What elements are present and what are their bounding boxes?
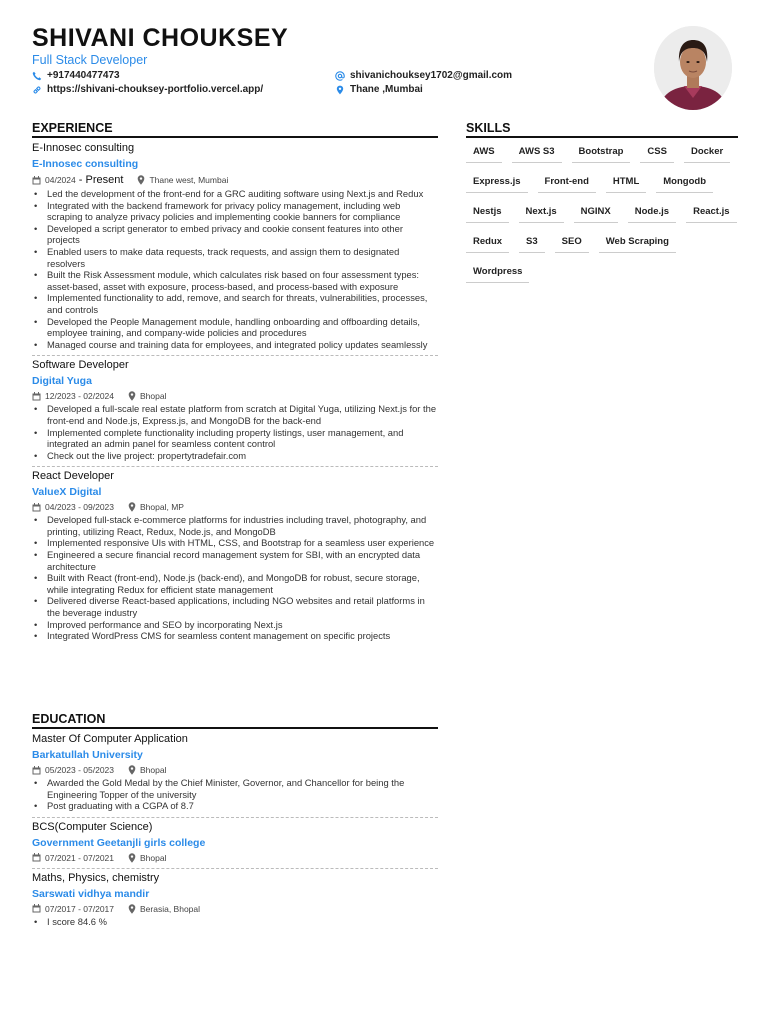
calendar-icon	[32, 503, 41, 512]
job-meta	[32, 174, 438, 186]
calendar-icon	[32, 766, 41, 775]
skills-rule	[466, 136, 738, 138]
school-name: Barkatullah University	[32, 749, 143, 761]
bullet-item: • Improved performance and SEO by incorporating Next.js	[32, 619, 438, 631]
skill-tag: Wordpress	[466, 262, 529, 283]
location-pin-icon	[137, 175, 145, 185]
location-pin-icon	[128, 853, 136, 863]
location-pin-icon	[128, 904, 136, 914]
phone-text: +917440477473	[47, 70, 120, 81]
education-meta	[32, 853, 438, 863]
location-text: Thane ,Mumbai	[350, 84, 423, 95]
calendar-icon	[32, 392, 41, 401]
bullet-item: • Engineered a secure financial record management system for SBI, with an encrypted data architecture	[32, 549, 438, 572]
skill-tag: Express.js	[466, 172, 528, 193]
calendar-icon	[32, 853, 41, 862]
skill-tag: Nestjs	[466, 202, 509, 223]
education-entry	[32, 872, 438, 928]
experience-entry	[32, 359, 438, 461]
skill-tag: Web Scraping	[599, 232, 676, 253]
entry-divider	[32, 868, 438, 869]
job-dates	[32, 174, 123, 186]
bullet-item: • Managed course and training data for employees, and integrated policy updates seamlessly	[32, 339, 438, 351]
job-location: Thane west, Mumbai	[137, 175, 228, 185]
skill-tag: S3	[519, 232, 545, 253]
degree-name: Maths, Physics, chemistry	[32, 871, 160, 884]
education-meta	[32, 904, 438, 914]
job-dates: 04/2023 - 09/2023	[32, 502, 114, 512]
portfolio-contact[interactable]	[32, 84, 263, 95]
skill-tag: Mongodb	[656, 172, 713, 193]
skill-tag: NGINX	[574, 202, 618, 223]
bullet-item: • Implemented responsive UIs with HTML, CSS, and Bootstrap for a seamless user experience	[32, 537, 438, 549]
job-title: Software Developer	[32, 359, 129, 372]
bullet-item: • Developed the People Management module, handling onboarding and offboarding details, employee training, and company-wide policies and procedures	[32, 316, 438, 339]
entry-divider	[32, 817, 438, 818]
education-location: Bhopal	[128, 853, 166, 863]
skill-tag: React.js	[686, 202, 736, 223]
date-end: Present	[85, 174, 124, 186]
job-location: Bhopal, MP	[128, 502, 184, 512]
skills-list	[466, 142, 738, 283]
bullet-item: • Developed a script generator to embed privacy and cookie consent features into other projects	[32, 223, 438, 246]
bullet-item: • Check out the live project: propertytradefair.com	[32, 450, 438, 462]
bullet-item: • Led the development of the front-end for a GRC auditing software using Next.js and Redux	[32, 188, 438, 200]
skill-tag: SEO	[555, 232, 589, 253]
job-bullets	[32, 403, 438, 461]
skill-tag: Next.js	[519, 202, 564, 223]
bullet-item: • Developed a full-scale real estate platform from scratch at Digital Yuga, utilizing Next.js for the front-end and Node.js, Express.js, and MongoDB for the back-end	[32, 403, 438, 426]
entry-divider	[32, 466, 438, 467]
degree-name: Master Of Computer Application	[32, 733, 188, 745]
phone-contact	[32, 70, 120, 81]
candidate-name: SHIVANI CHOUKSEY	[32, 24, 289, 52]
location-pin-icon	[128, 765, 136, 775]
skill-tag: HTML	[606, 172, 646, 193]
bullet-item: • Implemented complete functionality including property listings, user management, and integrated an admin panel for seamless content control	[32, 427, 438, 450]
school-name: Government Geetanjli girls college	[32, 836, 206, 849]
bullet-item: • Delivered diverse React-based applications, including NGO websites and retail platforms in the beverage industry	[32, 595, 438, 618]
bullet-item: • I score 84.6 %	[32, 916, 438, 928]
education-entry	[32, 821, 438, 863]
skill-tag: CSS	[640, 142, 674, 163]
portfolio-link[interactable]: https://shivani-chouksey-portfolio.vercel.app/	[47, 84, 264, 95]
education-dates: 07/2021 - 07/2021	[32, 853, 114, 863]
entry-divider	[32, 355, 438, 356]
education-bullets	[32, 777, 438, 812]
location-pin-icon	[128, 502, 136, 512]
degree-name: BCS(Computer Science)	[32, 820, 153, 833]
location-pin-icon	[335, 85, 345, 95]
education-location: Berasia, Bhopal	[128, 904, 200, 914]
skill-tag: Docker	[684, 142, 730, 163]
bullet-item: • Post graduating with a CGPA of 8.7	[32, 800, 438, 812]
email-link[interactable]: shivanichouksey1702@gmail.com	[350, 70, 513, 81]
skills-heading: SKILLS	[466, 121, 511, 135]
company-name: Digital Yuga	[32, 375, 92, 388]
job-title: E-Innosec consulting	[32, 142, 135, 154]
education-rule	[32, 727, 438, 729]
location-contact	[335, 84, 423, 95]
education-dates: 07/2017 - 07/2017	[32, 904, 114, 914]
education-meta	[32, 765, 438, 775]
skill-tag: Front-end	[538, 172, 596, 193]
bullet-item: • Implemented functionality to add, remove, and search for threats, vulnerabilities, processes, and controls	[32, 292, 438, 315]
bullet-item: • Integrated with the backend framework for privacy policy management, including web scraping to analyze privacy policies and implementing cookie banners for compliance	[32, 200, 438, 223]
phone-icon	[32, 71, 42, 81]
job-location: Bhopal	[128, 391, 166, 401]
job-title: React Developer	[32, 470, 114, 483]
experience-list	[32, 140, 438, 642]
job-bullets	[32, 188, 438, 350]
location-pin-icon	[128, 391, 136, 401]
education-location: Bhopal	[128, 765, 166, 775]
bullet-item: • Integrated WordPress CMS for seamless content management on specific projects	[32, 630, 438, 642]
bullet-item: • Awarded the Gold Medal by the Chief Minister, Governor, and Chancellor for being the Engineering Topper of the university	[32, 777, 438, 800]
bullet-item: • Built the Risk Assessment module, which calculates risk based on four assessment types: asset-based, asset with exposure, process-based, and process-based with exposure	[32, 269, 438, 292]
education-dates: 05/2023 - 05/2023	[32, 765, 114, 775]
skill-tag: Node.js	[628, 202, 676, 223]
experience-entry	[32, 142, 438, 350]
skill-tag: AWS	[466, 142, 502, 163]
calendar-icon	[32, 904, 41, 913]
at-icon	[335, 71, 345, 81]
job-bullets	[32, 514, 438, 642]
education-list	[32, 731, 438, 927]
skill-tag: Redux	[466, 232, 509, 253]
bullet-item: • Developed full-stack e-commerce platforms for industries including travel, photography, and printing, utilizing React, Redux, Node.js, and MongoDB	[32, 514, 438, 537]
skill-tag: AWS S3	[512, 142, 562, 163]
company-name: E-Innosec consulting	[32, 158, 139, 170]
experience-entry	[32, 470, 438, 642]
date-start: 04/2024	[45, 175, 76, 185]
email-contact[interactable]	[335, 70, 512, 81]
job-headline: Full Stack Developer	[32, 53, 148, 67]
bullet-item: • Built with React (front-end), Node.js (back-end), and MongoDB for robust, secure storage, while integrating Redux for efficient state management	[32, 572, 438, 595]
bullet-item: • Enabled users to make data requests, track requests, and assign them to designated resolvers	[32, 246, 438, 269]
education-entry	[32, 733, 438, 812]
calendar-icon	[32, 176, 41, 185]
education-heading: EDUCATION	[32, 712, 106, 726]
job-meta	[32, 391, 438, 401]
date-separator: -	[75, 174, 86, 186]
profile-photo	[654, 26, 732, 110]
education-bullets	[32, 916, 438, 928]
school-name: Sarswati vidhya mandir	[32, 887, 150, 900]
experience-heading: EXPERIENCE	[32, 121, 113, 135]
skill-tag: Bootstrap	[572, 142, 631, 163]
experience-rule	[32, 136, 438, 138]
job-meta	[32, 502, 438, 512]
company-name: ValueX Digital	[32, 486, 102, 499]
link-icon	[32, 85, 42, 95]
job-dates: 12/2023 - 02/2024	[32, 391, 114, 401]
